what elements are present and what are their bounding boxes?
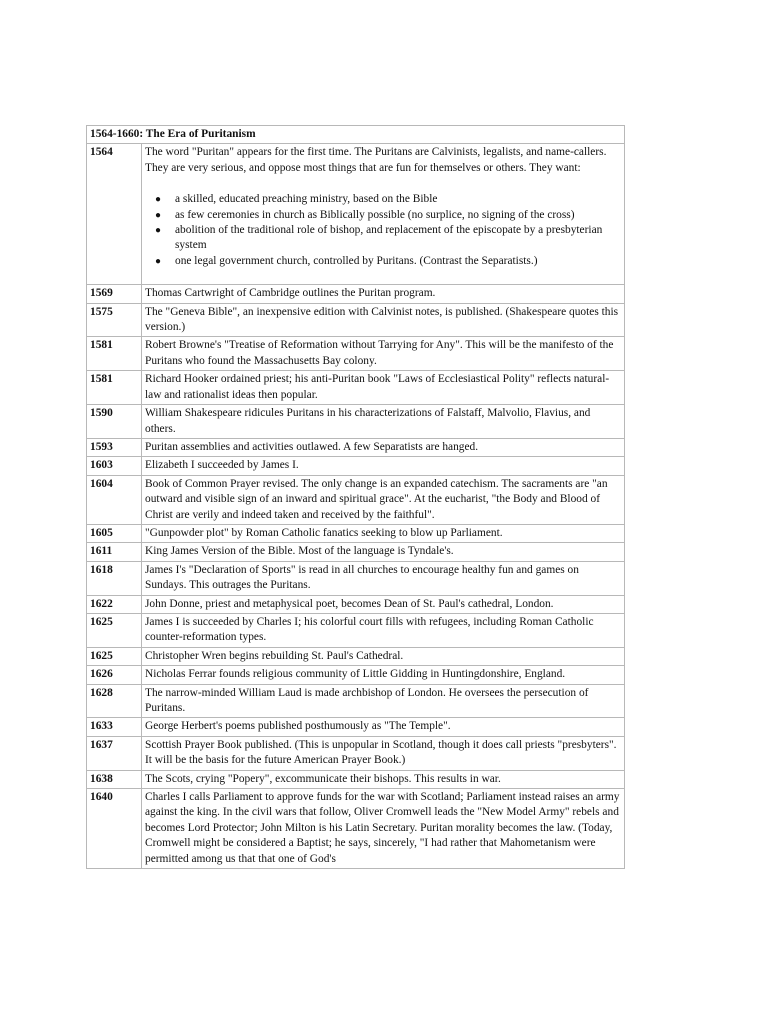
event-cell bbox=[142, 789, 625, 869]
table-title-row bbox=[87, 126, 625, 144]
table-row bbox=[87, 285, 625, 303]
table-row bbox=[87, 647, 625, 665]
event-text: Charles I calls Parliament to approve funds for the war with Scotland; Parliament instead raises an army against the king. In the civil wars that follow, Oliver Cromwell leads the "New Model Army" rebels and becomes Lord Protector; John Milton is his Latin Secretary. Puritan morality becomes the law. (Today, Cromwell might be considered a Baptist; he says, sincerely, "I had rather that Mahometanism were permitted among us that that one of God's bbox=[145, 791, 620, 865]
table-row bbox=[87, 561, 625, 595]
year-cell: 1618 bbox=[87, 561, 142, 595]
table-row bbox=[87, 736, 625, 770]
event-text: The word "Puritan" appears for the first time. The Puritans are Calvinists, legalists, and name-callers. They are very serious, and oppose most things that are fun for themselves or others. They want: bbox=[145, 146, 607, 174]
event-cell bbox=[142, 457, 625, 475]
event-cell bbox=[142, 337, 625, 371]
event-cell bbox=[142, 770, 625, 788]
event-cell bbox=[142, 405, 625, 439]
event-cell bbox=[142, 144, 625, 285]
year-cell: 1564 bbox=[87, 144, 142, 285]
table-row bbox=[87, 684, 625, 718]
puritanism-timeline-table bbox=[86, 125, 625, 869]
table-row bbox=[87, 524, 625, 542]
list-item-text: abolition of the traditional role of bishop, and replacement of the episcopate by a presbyterian system bbox=[175, 224, 603, 252]
event-text: James I is succeeded by Charles I; his colorful court fills with refugees, including Roman Catholic counter-reformation types. bbox=[145, 615, 594, 644]
event-text: Thomas Cartwright of Cambridge outlines the Puritan program. bbox=[145, 287, 436, 300]
event-cell bbox=[142, 647, 625, 665]
event-cell bbox=[142, 475, 625, 524]
list-item-text: one legal government church, controlled by Puritans. (Contrast the Separatists.) bbox=[175, 254, 538, 267]
list-item bbox=[155, 208, 622, 223]
event-cell bbox=[142, 438, 625, 456]
table-row bbox=[87, 405, 625, 439]
year-cell: 1625 bbox=[87, 613, 142, 647]
event-text: Nicholas Ferrar founds religious community of Little Gidding in Huntingdonshire, England. bbox=[145, 668, 566, 681]
year-cell: 1626 bbox=[87, 666, 142, 684]
event-cell bbox=[142, 303, 625, 337]
year-cell: 1604 bbox=[87, 475, 142, 524]
table-row bbox=[87, 666, 625, 684]
event-text: Puritan assemblies and activities outlawed. A few Separatists are hanged. bbox=[145, 440, 479, 453]
table-title: 1564-1660: The Era of Puritanism bbox=[87, 126, 625, 144]
year-cell: 1611 bbox=[87, 543, 142, 561]
table-row bbox=[87, 543, 625, 561]
year-cell: 1637 bbox=[87, 736, 142, 770]
event-cell bbox=[142, 718, 625, 736]
event-cell bbox=[142, 371, 625, 405]
event-cell bbox=[142, 595, 625, 613]
list-item bbox=[155, 254, 622, 269]
event-text: Richard Hooker ordained priest; his anti-Puritan book "Laws of Ecclesiastical Polity" reflects natural-law and rationalist ideas then popular. bbox=[145, 373, 610, 401]
table-row bbox=[87, 718, 625, 736]
table-row bbox=[87, 457, 625, 475]
list-item-text: a skilled, educated preaching ministry, based on the Bible bbox=[175, 193, 438, 206]
event-cell bbox=[142, 736, 625, 770]
event-text: William Shakespeare ridicules Puritans in his characterizations of Falstaff, Malvolio, Flavius, and others. bbox=[145, 407, 591, 435]
year-cell: 1590 bbox=[87, 405, 142, 439]
year-cell: 1575 bbox=[87, 303, 142, 337]
year-cell: 1628 bbox=[87, 684, 142, 718]
table-row bbox=[87, 303, 625, 337]
table-row bbox=[87, 371, 625, 405]
event-text: "Gunpowder plot" by Roman Catholic fanatics seeking to blow up Parliament. bbox=[145, 526, 503, 539]
event-text: The narrow-minded William Laud is made archbishop of London. He oversees the persecution of Puritans. bbox=[145, 686, 589, 714]
table-row bbox=[87, 770, 625, 788]
event-cell bbox=[142, 524, 625, 542]
list-item bbox=[155, 192, 622, 207]
event-text: Book of Common Prayer revised. The only change is an expanded catechism. The sacraments are "an outward and visible sign of an inward and spiritual grace". At the eucharist, "the Body and Blood of Christ are verily and indeed taken and received by the faithful". bbox=[145, 477, 608, 521]
bullet-icon: ● bbox=[155, 209, 162, 221]
list-item-text: as few ceremonies in church as Biblically possible (no surplice, no signing of the cross) bbox=[175, 208, 575, 221]
year-cell: 1569 bbox=[87, 285, 142, 303]
event-cell bbox=[142, 561, 625, 595]
bullet-icon: ● bbox=[155, 255, 162, 267]
year-cell: 1638 bbox=[87, 770, 142, 788]
event-text: James I's "Declaration of Sports" is read in all churches to encourage healthy fun and games on Sundays. This outrages the Puritans. bbox=[145, 563, 579, 592]
event-cell bbox=[142, 285, 625, 303]
event-text: King James Version of the Bible. Most of the language is Tyndale's. bbox=[145, 545, 454, 558]
table-row bbox=[87, 144, 625, 285]
event-text: George Herbert's poems published posthumously as "The Temple". bbox=[145, 720, 451, 733]
year-cell: 1605 bbox=[87, 524, 142, 542]
table-row bbox=[87, 595, 625, 613]
puritan-wants-list bbox=[145, 192, 622, 269]
event-text: John Donne, priest and metaphysical poet, becomes Dean of St. Paul's cathedral, London. bbox=[145, 597, 554, 610]
year-cell: 1640 bbox=[87, 789, 142, 869]
event-text: Scottish Prayer Book published. (This is unpopular in Scotland, though it does call priests "presbyters". It will be the basis for the future American Prayer Book.) bbox=[145, 738, 617, 767]
bullet-icon: ● bbox=[155, 225, 162, 237]
event-cell bbox=[142, 613, 625, 647]
year-cell: 1581 bbox=[87, 371, 142, 405]
event-text: Robert Browne's "Treatise of Reformation without Tarrying for Any". This will be the manifesto of the Puritans who found the Massachusetts Bay colony. bbox=[145, 339, 614, 367]
list-item bbox=[155, 223, 622, 254]
year-cell: 1593 bbox=[87, 438, 142, 456]
event-text: Christopher Wren begins rebuilding St. Paul's Cathedral. bbox=[145, 649, 404, 662]
year-cell: 1581 bbox=[87, 337, 142, 371]
event-cell bbox=[142, 543, 625, 561]
event-cell bbox=[142, 666, 625, 684]
year-cell: 1603 bbox=[87, 457, 142, 475]
event-text: The "Geneva Bible", an inexpensive edition with Calvinist notes, is published. (Shakespeare quotes this version.) bbox=[145, 305, 619, 334]
table-row bbox=[87, 613, 625, 647]
year-cell: 1633 bbox=[87, 718, 142, 736]
table-row bbox=[87, 438, 625, 456]
event-cell bbox=[142, 684, 625, 718]
year-cell: 1622 bbox=[87, 595, 142, 613]
table-row bbox=[87, 475, 625, 524]
timeline-body bbox=[87, 144, 625, 869]
year-cell: 1625 bbox=[87, 647, 142, 665]
table-row bbox=[87, 337, 625, 371]
event-text: The Scots, crying "Popery", excommunicate their bishops. This results in war. bbox=[145, 772, 501, 785]
bullet-icon: ● bbox=[155, 194, 162, 206]
table-row bbox=[87, 789, 625, 869]
event-text: Elizabeth I succeeded by James I. bbox=[145, 459, 299, 472]
